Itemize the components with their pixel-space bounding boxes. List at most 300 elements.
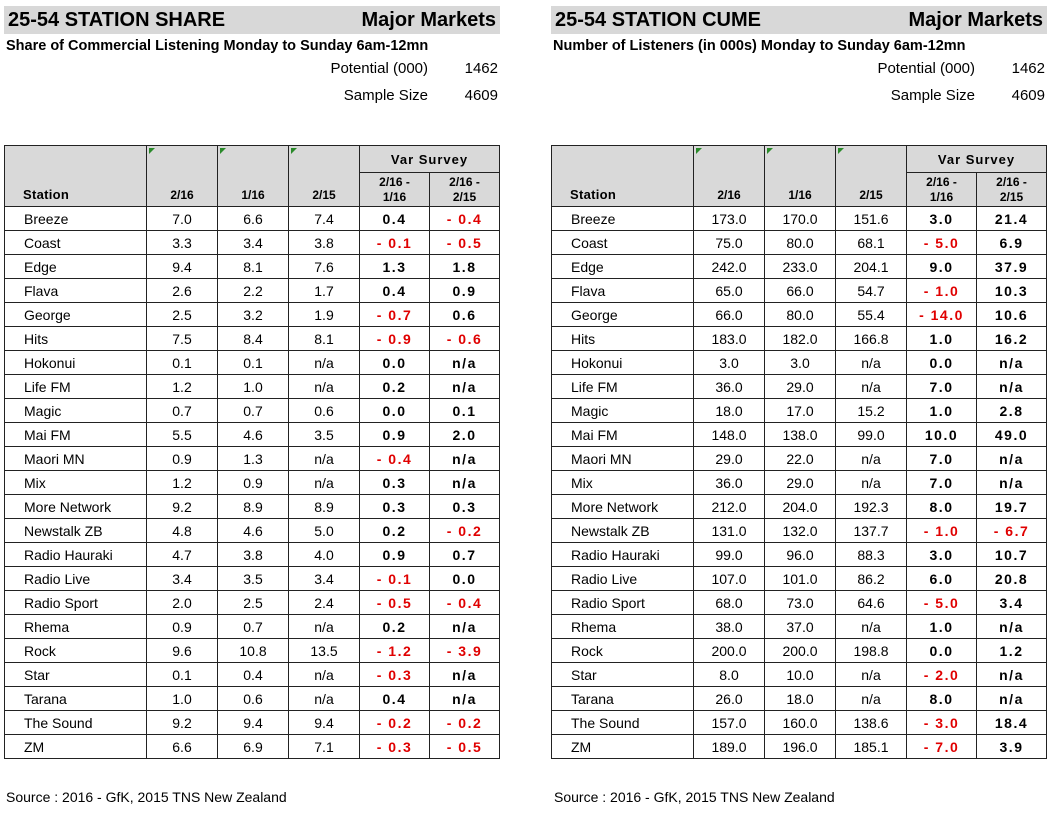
var-2-16-vs-2-15: 37.9 (977, 255, 1047, 279)
station-name: Life FM (5, 375, 147, 399)
value-2-15: n/a (836, 375, 907, 399)
station-name: Life FM (552, 375, 694, 399)
share-header-station: Station (5, 146, 147, 207)
value-1-16: 204.0 (765, 495, 836, 519)
station-name: Newstalk ZB (5, 519, 147, 543)
table-row (552, 567, 1047, 591)
value-1-16: 1.3 (218, 447, 289, 471)
value-1-16: 10.8 (218, 639, 289, 663)
table-row (5, 447, 500, 471)
value-2-16: 5.5 (147, 423, 218, 447)
value-2-16: 3.0 (694, 351, 765, 375)
station-name: Coast (552, 231, 694, 255)
value-1-16: 29.0 (765, 375, 836, 399)
value-2-16: 2.0 (147, 591, 218, 615)
var-2-16-vs-2-15: - 0.5 (430, 231, 500, 255)
value-2-15: 55.4 (836, 303, 907, 327)
var-2-16-vs-1-16: - 0.3 (360, 735, 430, 759)
var-2-16-vs-2-15: n/a (430, 471, 500, 495)
table-row (552, 423, 1047, 447)
var-2-16-vs-2-15: n/a (977, 687, 1047, 711)
value-1-16: 1.0 (218, 375, 289, 399)
value-2-15: 7.4 (289, 207, 360, 231)
value-1-16: 0.7 (218, 399, 289, 423)
table-row (5, 663, 500, 687)
var-2-16-vs-2-15: - 0.4 (430, 207, 500, 231)
var-2-16-vs-2-15: 1.8 (430, 255, 500, 279)
var-2-16-vs-2-15: 0.7 (430, 543, 500, 567)
var-2-16-vs-2-15: - 0.6 (430, 327, 500, 351)
value-2-15: 8.9 (289, 495, 360, 519)
value-2-15: n/a (289, 687, 360, 711)
value-2-15: n/a (836, 471, 907, 495)
value-2-16: 189.0 (694, 735, 765, 759)
var-2-16-vs-1-16: - 0.1 (360, 231, 430, 255)
value-1-16: 8.1 (218, 255, 289, 279)
value-2-16: 26.0 (694, 687, 765, 711)
table-row (5, 591, 500, 615)
cume-subtitle: Number of Listeners (in 000s) Monday to Sunday 6am-12mn (553, 38, 966, 54)
share-header-var-survey: Var Survey (360, 146, 500, 173)
station-name: Hits (552, 327, 694, 351)
table-row (5, 255, 500, 279)
value-1-16: 4.6 (218, 423, 289, 447)
value-2-15: 137.7 (836, 519, 907, 543)
value-1-16: 29.0 (765, 471, 836, 495)
table-row (5, 375, 500, 399)
table-row (552, 687, 1047, 711)
value-1-16: 160.0 (765, 711, 836, 735)
var-2-16-vs-2-15: - 0.2 (430, 519, 500, 543)
var-2-16-vs-2-15: n/a (430, 351, 500, 375)
station-name: Rock (552, 639, 694, 663)
station-name: Tarana (5, 687, 147, 711)
value-2-15: 204.1 (836, 255, 907, 279)
var-2-16-vs-1-16: - 0.5 (360, 591, 430, 615)
station-name: Coast (5, 231, 147, 255)
station-name: Magic (5, 399, 147, 423)
station-name: ZM (5, 735, 147, 759)
station-name: ZM (552, 735, 694, 759)
cume-potential-label: Potential (000) (877, 60, 975, 77)
table-row (552, 543, 1047, 567)
value-1-16: 0.6 (218, 687, 289, 711)
cume-header-var-survey: Var Survey (907, 146, 1047, 173)
var-2-16-vs-1-16: - 1.2 (360, 639, 430, 663)
value-2-15: 15.2 (836, 399, 907, 423)
share-table-body (5, 207, 500, 759)
var-2-16-vs-2-15: 1.2 (977, 639, 1047, 663)
var-2-16-vs-1-16: 7.0 (907, 471, 977, 495)
table-row (5, 495, 500, 519)
station-name: Flava (552, 279, 694, 303)
value-2-16: 4.8 (147, 519, 218, 543)
value-2-15: n/a (836, 447, 907, 471)
station-name: Mix (552, 471, 694, 495)
var-2-16-vs-1-16: - 7.0 (907, 735, 977, 759)
var-2-16-vs-2-15: 0.6 (430, 303, 500, 327)
var-2-16-vs-2-15: 19.7 (977, 495, 1047, 519)
var-2-16-vs-1-16: 0.0 (360, 351, 430, 375)
value-2-15: 3.4 (289, 567, 360, 591)
var-2-16-vs-2-15: n/a (977, 375, 1047, 399)
station-name: Radio Live (5, 567, 147, 591)
station-name: Radio Sport (5, 591, 147, 615)
var-2-16-vs-2-15: 2.8 (977, 399, 1047, 423)
value-1-16: 0.7 (218, 615, 289, 639)
value-2-15: 151.6 (836, 207, 907, 231)
var-2-16-vs-1-16: - 0.7 (360, 303, 430, 327)
station-name: Rhema (552, 615, 694, 639)
value-2-16: 2.6 (147, 279, 218, 303)
table-row (5, 327, 500, 351)
value-2-15: 88.3 (836, 543, 907, 567)
var-2-16-vs-2-15: n/a (977, 663, 1047, 687)
value-1-16: 96.0 (765, 543, 836, 567)
var-2-16-vs-2-15: 10.6 (977, 303, 1047, 327)
var-2-16-vs-1-16: - 0.4 (360, 447, 430, 471)
value-2-15: 7.1 (289, 735, 360, 759)
var-2-16-vs-2-15: 6.9 (977, 231, 1047, 255)
table-row (5, 519, 500, 543)
var-2-16-vs-1-16: 8.0 (907, 495, 977, 519)
value-2-15: 13.5 (289, 639, 360, 663)
share-sample-label: Sample Size (343, 87, 428, 104)
var-2-16-vs-2-15: 0.1 (430, 399, 500, 423)
value-1-16: 17.0 (765, 399, 836, 423)
value-2-16: 9.2 (147, 711, 218, 735)
var-2-16-vs-1-16: 1.0 (907, 615, 977, 639)
var-2-16-vs-2-15: - 6.7 (977, 519, 1047, 543)
value-1-16: 66.0 (765, 279, 836, 303)
value-1-16: 3.5 (218, 567, 289, 591)
station-name: Star (5, 663, 147, 687)
value-1-16: 22.0 (765, 447, 836, 471)
value-2-15: n/a (289, 663, 360, 687)
table-row (552, 639, 1047, 663)
var-2-16-vs-1-16: 8.0 (907, 687, 977, 711)
share-source: Source : 2016 - GfK, 2015 TNS New Zealand (6, 789, 287, 805)
var-2-16-vs-1-16: - 0.9 (360, 327, 430, 351)
value-2-16: 75.0 (694, 231, 765, 255)
share-subtitle: Share of Commercial Listening Monday to Sunday 6am-12mn (6, 38, 429, 54)
var-2-16-vs-2-15: - 0.5 (430, 735, 500, 759)
station-name: Edge (552, 255, 694, 279)
cume-source: Source : 2016 - GfK, 2015 TNS New Zealand (554, 789, 835, 805)
share-potential-value: 1462 (464, 60, 498, 77)
var-2-16-vs-2-15: 0.9 (430, 279, 500, 303)
value-1-16: 8.4 (218, 327, 289, 351)
value-1-16: 0.9 (218, 471, 289, 495)
share-title: 25-54 STATION SHARE (8, 8, 226, 31)
cume-title-bar (551, 6, 1047, 34)
var-2-16-vs-1-16: - 1.0 (907, 519, 977, 543)
cume-table-body (552, 207, 1047, 759)
var-2-16-vs-1-16: 0.4 (360, 687, 430, 711)
table-row (552, 399, 1047, 423)
cume-market: Major Markets (908, 8, 1043, 31)
value-2-16: 9.4 (147, 255, 218, 279)
station-name: Maori MN (552, 447, 694, 471)
value-2-16: 18.0 (694, 399, 765, 423)
table-row (5, 543, 500, 567)
station-name: Breeze (552, 207, 694, 231)
value-1-16: 0.4 (218, 663, 289, 687)
value-2-16: 173.0 (694, 207, 765, 231)
value-2-16: 38.0 (694, 615, 765, 639)
var-2-16-vs-2-15: 0.3 (430, 495, 500, 519)
value-2-16: 0.9 (147, 615, 218, 639)
value-1-16: 182.0 (765, 327, 836, 351)
var-2-16-vs-2-15: 10.3 (977, 279, 1047, 303)
value-2-15: n/a (289, 375, 360, 399)
value-2-16: 0.1 (147, 663, 218, 687)
table-row (5, 303, 500, 327)
value-1-16: 37.0 (765, 615, 836, 639)
var-2-16-vs-2-15: - 3.9 (430, 639, 500, 663)
cume-table (551, 145, 1047, 759)
value-2-16: 99.0 (694, 543, 765, 567)
value-2-16: 200.0 (694, 639, 765, 663)
station-name: The Sound (552, 711, 694, 735)
share-sample-value: 4609 (464, 87, 498, 104)
var-2-16-vs-2-15: n/a (430, 687, 500, 711)
station-name: George (552, 303, 694, 327)
value-1-16: 8.9 (218, 495, 289, 519)
value-1-16: 18.0 (765, 687, 836, 711)
value-1-16: 3.8 (218, 543, 289, 567)
station-name: Radio Live (552, 567, 694, 591)
var-2-16-vs-2-15: 20.8 (977, 567, 1047, 591)
value-2-15: n/a (836, 663, 907, 687)
value-2-16: 148.0 (694, 423, 765, 447)
station-name: Radio Hauraki (5, 543, 147, 567)
cume-header-var2: 2/16 - 2/15 (977, 173, 1047, 207)
value-2-16: 68.0 (694, 591, 765, 615)
station-name: Maori MN (5, 447, 147, 471)
station-name: Star (552, 663, 694, 687)
value-1-16: 3.2 (218, 303, 289, 327)
value-2-15: 3.8 (289, 231, 360, 255)
station-name: Flava (5, 279, 147, 303)
station-name: More Network (552, 495, 694, 519)
table-row (5, 231, 500, 255)
station-name: Breeze (5, 207, 147, 231)
station-name: Mix (5, 471, 147, 495)
value-2-15: 185.1 (836, 735, 907, 759)
value-2-15: 86.2 (836, 567, 907, 591)
value-2-16: 7.0 (147, 207, 218, 231)
share-header-p1: 2/16 (147, 146, 218, 207)
table-row (5, 423, 500, 447)
table-row (552, 519, 1047, 543)
value-2-16: 7.5 (147, 327, 218, 351)
value-2-15: 68.1 (836, 231, 907, 255)
station-name: George (5, 303, 147, 327)
value-2-15: 64.6 (836, 591, 907, 615)
share-header-var1: 2/16 - 1/16 (360, 173, 430, 207)
cume-header-p1: 2/16 (694, 146, 765, 207)
var-2-16-vs-2-15: 0.0 (430, 567, 500, 591)
var-2-16-vs-2-15: n/a (977, 447, 1047, 471)
table-row (552, 279, 1047, 303)
value-2-16: 3.4 (147, 567, 218, 591)
table-row (5, 615, 500, 639)
value-2-15: 1.9 (289, 303, 360, 327)
share-potential-label: Potential (000) (330, 60, 428, 77)
table-row (5, 567, 500, 591)
station-name: Edge (5, 255, 147, 279)
var-2-16-vs-1-16: 0.2 (360, 519, 430, 543)
var-2-16-vs-1-16: 9.0 (907, 255, 977, 279)
value-1-16: 233.0 (765, 255, 836, 279)
table-row (552, 735, 1047, 759)
value-1-16: 196.0 (765, 735, 836, 759)
value-2-16: 6.6 (147, 735, 218, 759)
value-1-16: 6.9 (218, 735, 289, 759)
table-row (552, 231, 1047, 255)
station-name: Newstalk ZB (552, 519, 694, 543)
value-2-16: 157.0 (694, 711, 765, 735)
station-name: Hokonui (5, 351, 147, 375)
share-panel (4, 6, 500, 755)
table-row (552, 255, 1047, 279)
var-2-16-vs-2-15: 21.4 (977, 207, 1047, 231)
value-2-16: 0.1 (147, 351, 218, 375)
cume-header-station: Station (552, 146, 694, 207)
value-2-15: 54.7 (836, 279, 907, 303)
table-row (5, 207, 500, 231)
cume-header-var1: 2/16 - 1/16 (907, 173, 977, 207)
var-2-16-vs-2-15: n/a (977, 615, 1047, 639)
share-header-p2: 1/16 (218, 146, 289, 207)
table-row (552, 447, 1047, 471)
table-row (552, 711, 1047, 735)
var-2-16-vs-2-15: n/a (430, 663, 500, 687)
value-1-16: 10.0 (765, 663, 836, 687)
value-1-16: 6.6 (218, 207, 289, 231)
share-header-var2: 2/16 - 2/15 (430, 173, 500, 207)
station-name: Hits (5, 327, 147, 351)
value-2-16: 242.0 (694, 255, 765, 279)
table-row (552, 375, 1047, 399)
value-2-16: 29.0 (694, 447, 765, 471)
var-2-16-vs-2-15: 18.4 (977, 711, 1047, 735)
var-2-16-vs-1-16: 1.0 (907, 399, 977, 423)
cume-sample-label: Sample Size (890, 87, 975, 104)
value-2-15: 198.8 (836, 639, 907, 663)
var-2-16-vs-2-15: 3.9 (977, 735, 1047, 759)
table-row (552, 471, 1047, 495)
station-name: Hokonui (552, 351, 694, 375)
value-2-16: 131.0 (694, 519, 765, 543)
value-1-16: 80.0 (765, 231, 836, 255)
value-2-16: 1.2 (147, 375, 218, 399)
value-1-16: 132.0 (765, 519, 836, 543)
station-name: More Network (5, 495, 147, 519)
value-2-15: 8.1 (289, 327, 360, 351)
value-2-16: 66.0 (694, 303, 765, 327)
var-2-16-vs-2-15: n/a (977, 351, 1047, 375)
value-2-16: 3.3 (147, 231, 218, 255)
value-2-16: 8.0 (694, 663, 765, 687)
value-2-15: 138.6 (836, 711, 907, 735)
cume-potential-value: 1462 (1011, 60, 1045, 77)
var-2-16-vs-1-16: - 0.3 (360, 663, 430, 687)
station-name: Mai FM (5, 423, 147, 447)
var-2-16-vs-2-15: 49.0 (977, 423, 1047, 447)
value-1-16: 80.0 (765, 303, 836, 327)
value-1-16: 4.6 (218, 519, 289, 543)
table-row (5, 639, 500, 663)
var-2-16-vs-2-15: - 0.4 (430, 591, 500, 615)
var-2-16-vs-1-16: - 14.0 (907, 303, 977, 327)
var-2-16-vs-2-15: 10.7 (977, 543, 1047, 567)
var-2-16-vs-2-15: 2.0 (430, 423, 500, 447)
var-2-16-vs-1-16: 7.0 (907, 375, 977, 399)
var-2-16-vs-1-16: - 1.0 (907, 279, 977, 303)
share-header-p3: 2/15 (289, 146, 360, 207)
value-1-16: 170.0 (765, 207, 836, 231)
value-2-16: 65.0 (694, 279, 765, 303)
value-2-15: n/a (289, 447, 360, 471)
value-1-16: 0.1 (218, 351, 289, 375)
var-2-16-vs-1-16: 0.3 (360, 471, 430, 495)
value-2-15: 166.8 (836, 327, 907, 351)
value-2-16: 107.0 (694, 567, 765, 591)
table-row (5, 735, 500, 759)
table-row (552, 303, 1047, 327)
var-2-16-vs-1-16: - 5.0 (907, 591, 977, 615)
value-2-15: 2.4 (289, 591, 360, 615)
var-2-16-vs-1-16: 1.3 (360, 255, 430, 279)
value-2-16: 212.0 (694, 495, 765, 519)
var-2-16-vs-1-16: 0.9 (360, 423, 430, 447)
value-2-16: 2.5 (147, 303, 218, 327)
var-2-16-vs-1-16: 0.4 (360, 279, 430, 303)
var-2-16-vs-1-16: 0.2 (360, 375, 430, 399)
value-1-16: 101.0 (765, 567, 836, 591)
station-name: Radio Hauraki (552, 543, 694, 567)
station-name: The Sound (5, 711, 147, 735)
value-1-16: 138.0 (765, 423, 836, 447)
value-2-16: 36.0 (694, 471, 765, 495)
value-1-16: 73.0 (765, 591, 836, 615)
station-name: Rock (5, 639, 147, 663)
value-1-16: 2.5 (218, 591, 289, 615)
table-row (5, 399, 500, 423)
station-name: Rhema (5, 615, 147, 639)
table-row (552, 495, 1047, 519)
value-2-15: 7.6 (289, 255, 360, 279)
cume-title: 25-54 STATION CUME (555, 8, 761, 31)
table-row (552, 663, 1047, 687)
var-2-16-vs-1-16: 1.0 (907, 327, 977, 351)
share-table (4, 145, 500, 759)
value-2-15: 1.7 (289, 279, 360, 303)
share-market: Major Markets (361, 8, 496, 31)
value-1-16: 200.0 (765, 639, 836, 663)
var-2-16-vs-2-15: n/a (977, 471, 1047, 495)
value-2-15: n/a (289, 615, 360, 639)
var-2-16-vs-1-16: 3.0 (907, 207, 977, 231)
value-2-15: 4.0 (289, 543, 360, 567)
var-2-16-vs-1-16: 0.0 (907, 351, 977, 375)
value-2-16: 36.0 (694, 375, 765, 399)
var-2-16-vs-2-15: n/a (430, 447, 500, 471)
value-2-16: 183.0 (694, 327, 765, 351)
value-2-15: n/a (836, 615, 907, 639)
